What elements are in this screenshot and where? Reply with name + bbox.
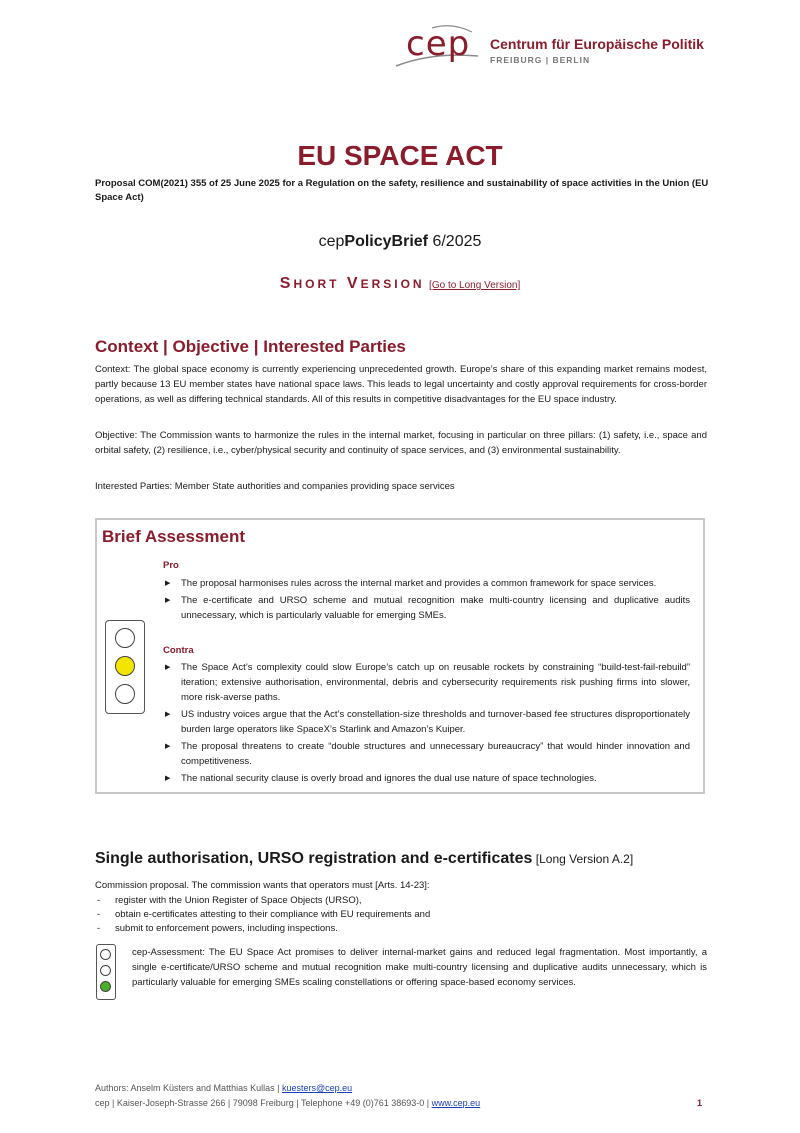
traffic-light-icon	[105, 620, 145, 714]
contra-item: ▶ The national security clause is overly broad and ignores the dual use nature of space technologies.	[163, 771, 690, 786]
short-version-heading	[0, 275, 800, 293]
policy-brief-label: cepPolicyBrief 6/2025	[318, 233, 482, 250]
objective-paragraph: Objective: The Commission wants to harmonize the rules in the internal market, focusing in particular on three pillars: (1) safety, i.e., space and orbital safety, (2) resilience, i.e., cyber/physical security and continuity of space services, and (3) environmental sustainability.	[95, 430, 707, 456]
footer-authors: Authors: Anselm Küsters and Matthias Kullas | kuesters@cep.eu	[95, 1083, 353, 1093]
contra-item: ▶ US industry voices argue that the Act’s constellation-size thresholds and turnover-based fee structures disproportionately burden large operators like SpaceX’s Starlink and Amazon’s Kuiper.	[163, 707, 690, 737]
long-version-link[interactable]: [Go to Long Version]	[429, 280, 521, 291]
operator-obligations-list	[95, 894, 430, 936]
cep-assessment-paragraph: cep-Assessment: The EU Space Act promises to deliver internal-market gains and reduced legal fragmentation. Most importantly, a single e-certificate/URSO scheme and mutual recognition make multi-country licensing and duplicative audits unnecessary, which is particularly valuable for emerging SMEs scaling constellations or offering space-based economy services.	[132, 947, 707, 988]
traffic-light-green-lamp	[115, 684, 135, 704]
interested-parties-paragraph: Interested Parties: Member State authorities and companies providing space services	[95, 481, 455, 492]
assessment-heading: Brief Assessment	[102, 527, 245, 546]
commission-proposal-intro: Commission proposal. The commission wants that operators must [Arts. 14-23]:	[95, 880, 430, 891]
traffic-light-yellow-lamp	[100, 965, 111, 976]
traffic-light-red-lamp	[115, 628, 135, 648]
traffic-light-small-icon	[96, 944, 116, 1000]
context-paragraph: Context: The global space economy is currently experiencing unprecedented growth. Europe’s share of this expanding market remains modest, partly because 13 EU member states have national space laws. This leads to legal uncertainty and costly approval requirements for cross-border operations, as well as differing technical standards. All of this results in competitive disadvantages for the EU space industry.	[95, 364, 707, 405]
org-cities: FREIBURG | BERLIN	[490, 55, 591, 65]
pro-item: ▶ The proposal harmonises rules across the internal market and provides a common framework for space services.	[163, 576, 690, 591]
author-email-link[interactable]: kuesters@cep.eu	[281, 1083, 353, 1093]
logo-text: cep	[406, 24, 471, 64]
page-title: EU SPACE ACT	[297, 140, 503, 171]
org-name: Centrum für Europäische Politik	[490, 36, 704, 52]
contra-list	[163, 660, 690, 788]
list-item: - obtain e-certificates attesting to their compliance with EU requirements and	[95, 908, 430, 922]
list-item: - submit to enforcement powers, including inspections.	[95, 922, 430, 936]
traffic-light-green-lamp	[100, 981, 111, 992]
contra-item: ▶ The Space Act’s complexity could slow Europe’s catch up on reusable rockets by constraining “build-test-fail-rebuild” iteration; extensive authorisation, environmental, debris and cybersecurity requirements risk pushing firms into slower, more risk-averse paths.	[163, 660, 690, 705]
section-heading-authorisation: Single authorisation, URSO registration and e-certificates [Long Version A.2]	[95, 850, 634, 867]
footer-address: cep | Kaiser-Joseph-Strasse 266 | 79098 Freiburg | Telephone +49 (0)761 38693-0 | www.cep.eu	[95, 1098, 481, 1108]
short-version-title: SHORT VERSION	[279, 275, 425, 292]
website-link[interactable]: www.cep.eu	[431, 1098, 481, 1108]
traffic-light-red-lamp	[100, 949, 111, 960]
contra-label: Contra	[163, 645, 194, 656]
section-heading-context: Context | Objective | Interested Parties	[95, 337, 406, 356]
page-number: 1	[697, 1098, 703, 1108]
pro-list	[163, 576, 690, 625]
contra-item: ▶ The proposal threatens to create “double structures and unnecessary bureaucracy” that would hinder innovation and competitiveness.	[163, 739, 690, 769]
page-subtitle: Proposal COM(2021) 355 of 25 June 2025 for a Regulation on the safety, resilience and sustainability of space activities in the Union (EU Space Act)	[95, 178, 709, 203]
traffic-light-yellow-lamp	[115, 656, 135, 676]
list-item: - register with the Union Register of Space Objects (URSO),	[95, 894, 430, 908]
pro-item: ▶ The e-certificate and URSO scheme and mutual recognition make multi-country licensing and duplicative audits unnecessary, which is particularly valuable for emerging SMEs.	[163, 593, 690, 623]
pro-label: Pro	[163, 560, 179, 571]
